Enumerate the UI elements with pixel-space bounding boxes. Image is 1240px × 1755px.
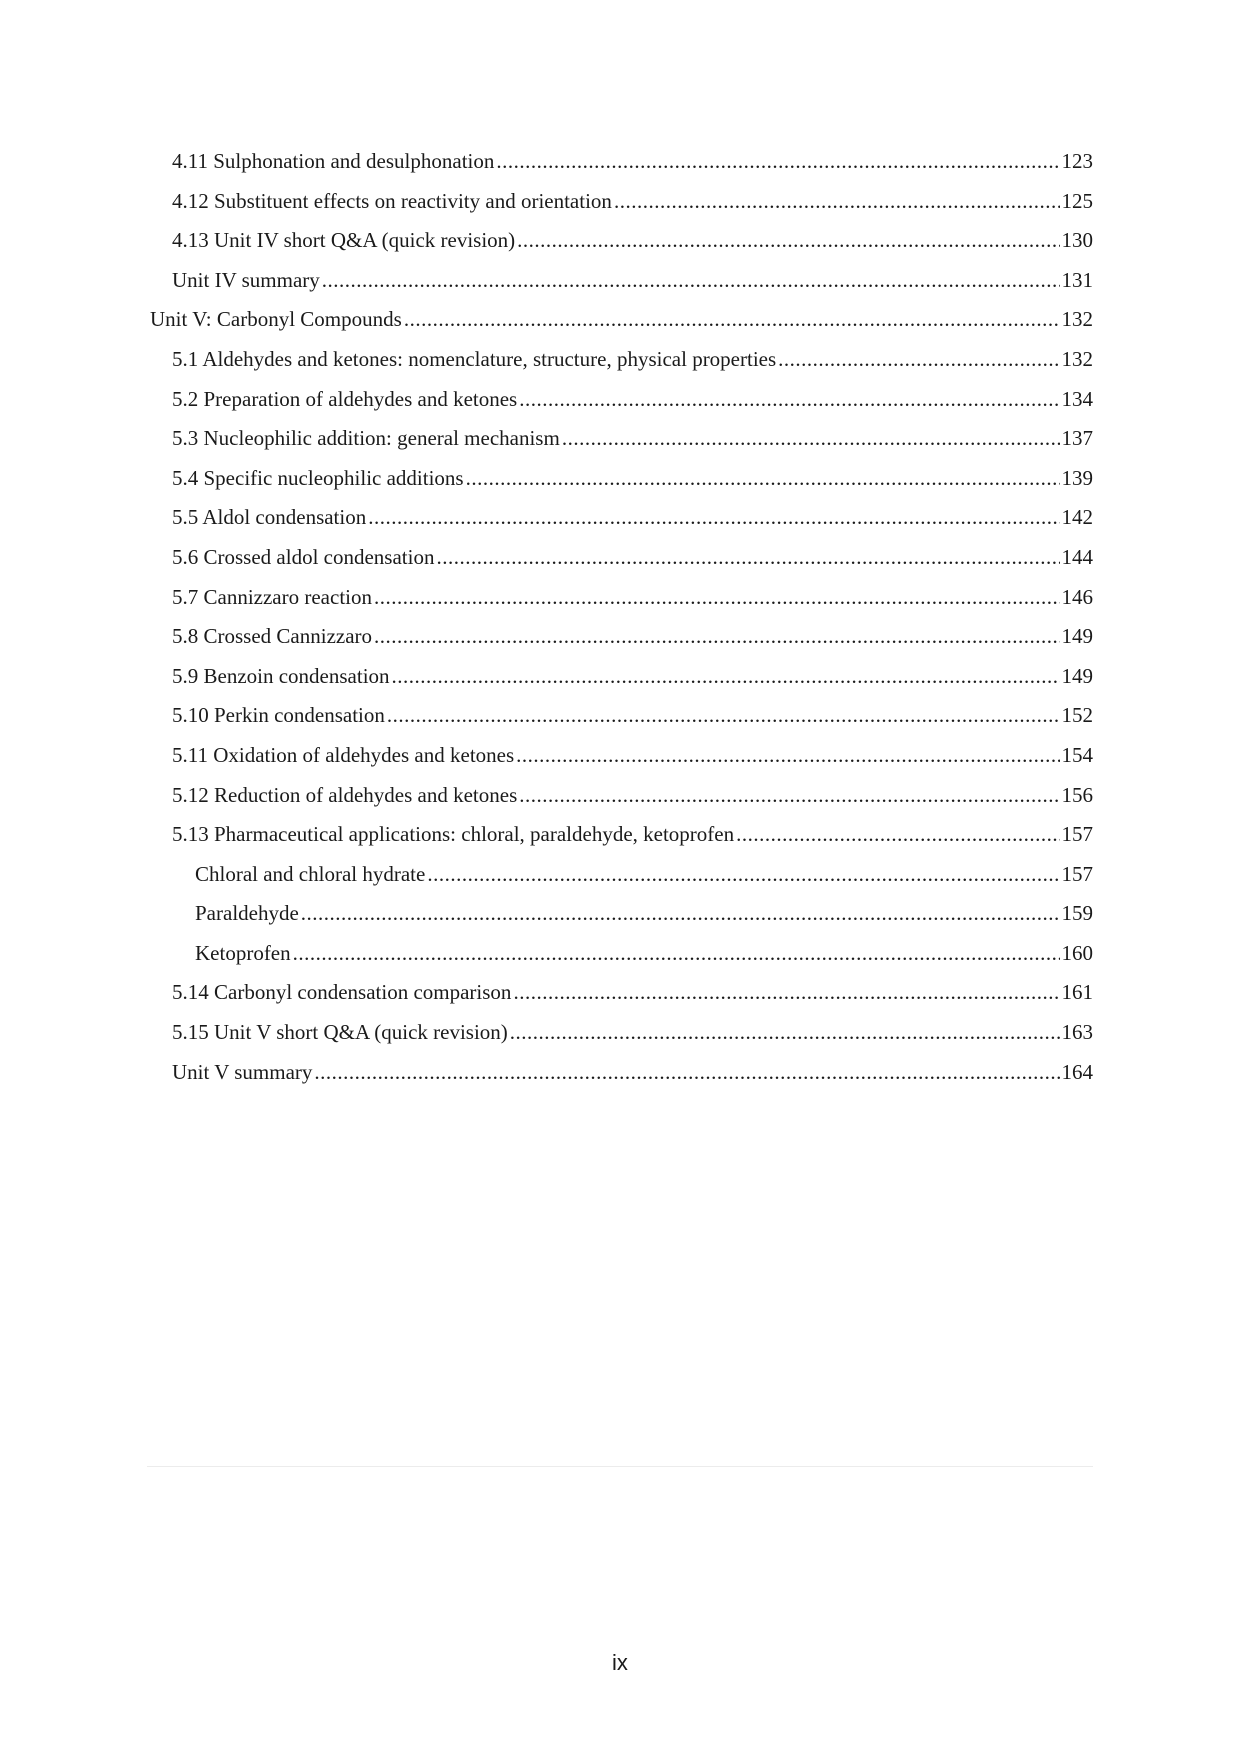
toc-entry-title: 5.7 Cannizzaro reaction [172, 584, 372, 609]
toc-entry-page: 161 [1061, 980, 1093, 1005]
toc-entry[interactable] [150, 459, 1093, 499]
toc-entry[interactable] [150, 776, 1093, 816]
toc-entry[interactable] [150, 1013, 1093, 1053]
toc-entry-page: 134 [1061, 386, 1093, 411]
toc-entry-title: Paraldehyde [195, 901, 299, 926]
toc-entry[interactable] [150, 261, 1093, 301]
dot-leader [392, 657, 1060, 697]
toc-entry-page: 123 [1061, 149, 1093, 173]
toc-entry-page: 142 [1061, 505, 1093, 530]
toc-entry-page: 152 [1061, 703, 1093, 728]
toc-entry-page: 132 [1061, 346, 1093, 371]
toc-entry[interactable] [150, 142, 1093, 182]
toc-entry-page: 159 [1061, 901, 1093, 926]
dot-leader [736, 815, 1059, 855]
dot-leader [436, 538, 1059, 578]
toc-entry-page: 157 [1061, 861, 1093, 886]
toc-entry[interactable] [150, 182, 1093, 222]
toc-entry-title: 5.6 Crossed aldol condensation [172, 544, 435, 569]
page-number: ix [612, 1650, 628, 1675]
toc-entry-title: Chloral and chloral hydrate [195, 861, 426, 886]
dot-leader [427, 855, 1059, 895]
dot-leader [314, 1053, 1059, 1093]
toc-entry-title: 4.11 Sulphonation and desulphonation [172, 149, 495, 173]
toc-entry-page: 164 [1061, 1059, 1093, 1084]
dot-leader [562, 419, 1060, 459]
toc-entry-title: 5.14 Carbonyl condensation comparison [172, 980, 512, 1005]
toc-entry-page: 132 [1061, 307, 1093, 332]
toc-entry-page: 125 [1061, 188, 1093, 213]
dot-leader [466, 459, 1060, 499]
dot-leader [387, 696, 1060, 736]
dot-leader [301, 894, 1060, 934]
dot-leader [374, 617, 1059, 657]
toc-entry[interactable] [150, 617, 1093, 657]
toc-subentry[interactable] [150, 894, 1093, 934]
dot-leader [510, 1013, 1060, 1053]
toc-entry[interactable] [150, 736, 1093, 776]
toc-entry-page: 157 [1061, 822, 1093, 847]
toc-entry-title: 5.8 Crossed Cannizzaro [172, 624, 373, 649]
dot-leader [778, 340, 1059, 380]
toc-entry-title: 5.9 Benzoin condensation [172, 663, 390, 688]
toc-entry-title: Ketoprofen [195, 940, 291, 965]
toc-entry-page: 156 [1061, 782, 1093, 807]
dot-leader [374, 578, 1060, 618]
toc-entry-title: 5.3 Nucleophilic addition: general mechanism [172, 426, 560, 451]
toc-entry[interactable] [150, 498, 1093, 538]
toc-entry[interactable] [150, 578, 1093, 618]
toc-entry[interactable] [150, 696, 1093, 736]
toc-entry-page: 154 [1061, 742, 1093, 767]
toc-entry-title: 5.5 Aldol condensation [172, 505, 367, 530]
footer-divider [147, 1466, 1093, 1467]
toc-entry-page: 160 [1061, 940, 1093, 965]
toc-entry[interactable] [150, 657, 1093, 697]
toc-entry[interactable] [150, 973, 1093, 1013]
toc-entry-title: 5.11 Oxidation of aldehydes and ketones [172, 742, 515, 767]
table-of-contents [150, 142, 1093, 1092]
dot-leader [516, 736, 1059, 776]
toc-entry-title: 5.2 Preparation of aldehydes and ketones [172, 386, 518, 411]
dot-leader [368, 498, 1059, 538]
dot-leader [513, 973, 1059, 1013]
toc-entry-title: Unit V summary [172, 1059, 313, 1084]
toc-entry-page: 137 [1061, 426, 1093, 451]
toc-entry-title: 5.12 Reduction of aldehydes and ketones [172, 782, 518, 807]
dot-leader [293, 934, 1060, 974]
toc-unit-heading[interactable] [150, 300, 1093, 340]
dot-leader [519, 380, 1059, 420]
toc-entry[interactable] [150, 221, 1093, 261]
dot-leader [517, 221, 1059, 261]
toc-entry-title: 4.13 Unit IV short Q&A (quick revision) [172, 228, 516, 253]
toc-entry-page: 146 [1061, 584, 1093, 609]
toc-entry-title: 5.1 Aldehydes and ketones: nomenclature, structure, physical properties [172, 346, 777, 371]
toc-entry-page: 144 [1061, 544, 1093, 569]
toc-entry-title: 5.4 Specific nucleophilic additions [172, 465, 464, 490]
toc-entry-page: 163 [1061, 1020, 1093, 1045]
toc-entry-title: Unit IV summary [172, 267, 320, 292]
dot-leader [519, 776, 1059, 816]
toc-entry-title: Unit V: Carbonyl Compounds [150, 307, 402, 332]
toc-entry-title: 5.13 Pharmaceutical applications: chloral, paraldehyde, ketoprofen [172, 822, 735, 847]
toc-entry[interactable] [150, 419, 1093, 459]
toc-entry[interactable] [150, 538, 1093, 578]
toc-entry-page: 131 [1061, 267, 1093, 292]
dot-leader [404, 300, 1060, 340]
toc-entry-title: 5.10 Perkin condensation [172, 703, 385, 728]
toc-subentry[interactable] [150, 855, 1093, 895]
toc-entry-page: 139 [1061, 465, 1093, 490]
dot-leader [496, 142, 1059, 182]
toc-entry-title: 4.12 Substituent effects on reactivity and orientation [172, 188, 612, 213]
toc-subentry[interactable] [150, 934, 1093, 974]
toc-entry-page: 130 [1061, 228, 1093, 253]
toc-entry-title: 5.15 Unit V short Q&A (quick revision) [172, 1020, 508, 1045]
dot-leader [614, 182, 1060, 222]
toc-entry[interactable] [150, 1053, 1093, 1093]
toc-entry-page: 149 [1061, 663, 1093, 688]
toc-entry[interactable] [150, 340, 1093, 380]
toc-entry-page: 149 [1061, 624, 1093, 649]
toc-entry[interactable] [150, 815, 1093, 855]
toc-entry[interactable] [150, 380, 1093, 420]
dot-leader [322, 261, 1060, 301]
